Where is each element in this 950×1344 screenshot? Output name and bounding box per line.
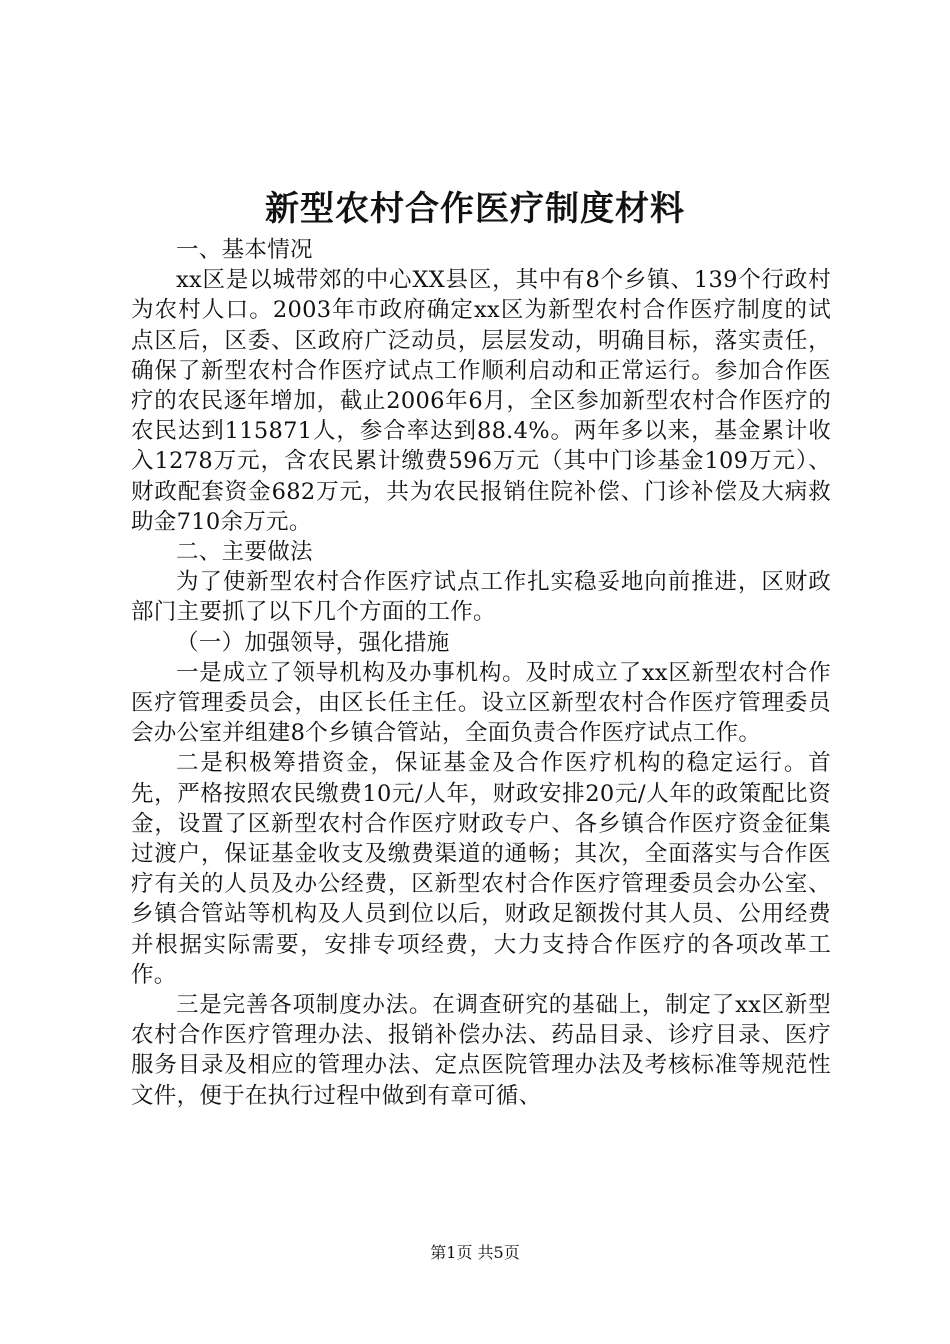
subsection-heading: （一）加强领导，强化措施	[176, 629, 450, 656]
document-body	[131, 235, 831, 1111]
paragraph: 三是完善各项制度办法。在调查研究的基础上，制定了xx区新型农村合作医疗管理办法、报销补偿办法、药品目录、诊疗目录、医疗服务目录及相应的管理办法、定点医院管理办法及考核标准等规范性文件，便于在执行过程中做到有章可循、	[131, 992, 831, 1109]
paragraph: 二是积极筹措资金，保证基金及合作医疗机构的稳定运行。首先，严格按照农民缴费10元/人年，财政安排20元/人年的政策配比资金，设置了区新型农村合作医疗财政专户、各乡镇合作医疗资金征集过渡户，保证基金收支及缴费渠道的通畅；其次，全面落实与合作医疗有关的人员及办公经费，区新型农村合作医疗管理委员会办公室、乡镇合管站等机构及人员到位以后，财政足额拨付其人员、公用经费并根据实际需要，安排专项经费，大力支持合作医疗的各项改革工作。	[131, 750, 831, 988]
paragraph: 为了使新型农村合作医疗试点工作扎实稳妥地向前推进，区财政部门主要抓了以下几个方面的工作。	[131, 569, 831, 626]
section-heading-main-practices: 二、主要做法	[176, 539, 313, 566]
paragraph: xx区是以城带郊的中心XX县区，其中有8个乡镇、139个行政村为农村人口。2003年市政府确定xx区为新型农村合作医疗制度的试点区后，区委、区政府广泛动员，层层发动，明确目标，落实责任，确保了新型农村合作医疗试点工作顺利启动和正常运行。参加合作医疗的农民逐年增加，截止2006年6月，全区参加新型农村合作医疗的农民达到115871人，参合率达到88.4%。两年多以来，基金累计收入1278万元，含农民累计缴费596万元（其中门诊基金109万元）、财政配套资金682万元，共为农民报销住院补偿、门诊补偿及大病救助金710余万元。	[131, 267, 831, 535]
paragraph: 一是成立了领导机构及办事机构。及时成立了xx区新型农村合作医疗管理委员会，由区长任主任。设立区新型农村合作医疗管理委员会办公室并组建8个乡镇合管站，全面负责合作医疗试点工作。	[131, 659, 831, 747]
document-title: 新型农村合作医疗制度材料	[265, 189, 685, 229]
section-heading-basic-situation: 一、基本情况	[176, 237, 313, 263]
page-footer: 第1页 共5页	[430, 1243, 520, 1262]
